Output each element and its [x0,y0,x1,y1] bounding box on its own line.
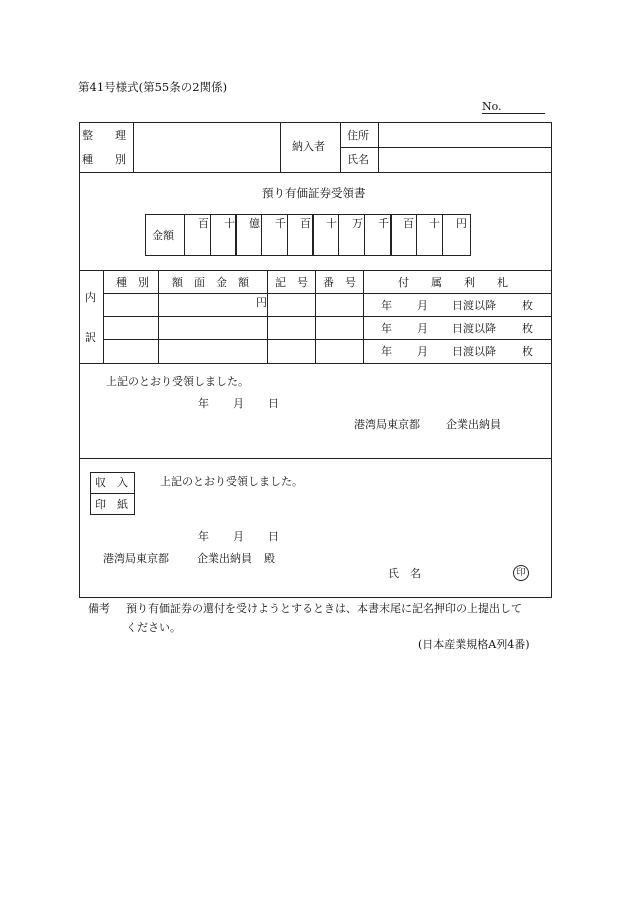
row-count-unit: 枚 [522,345,533,358]
row-label: 日渡以降 [452,299,496,312]
confirm1-org: 港湾局東京都 [354,418,420,431]
seiri-shubetsu-field[interactable] [134,123,279,171]
digit-label: 千 [378,217,389,230]
receipt-title: 預り有価証券受領書 [262,186,366,200]
header-kigou: 記 号 [275,276,308,289]
nounyusha-label: 納入者 [292,140,325,153]
confirm2-day: 日 [268,530,279,543]
yen-unit: 円 [256,296,267,309]
jusho-label: 住所 [347,129,369,142]
confirm2-officer: 企業出納員 [197,552,252,565]
confirm2-honorific: 殿 [264,552,275,565]
shimei-label: 氏名 [347,153,369,166]
stamp-line1: 収 入 [95,476,128,489]
header-bangou: 番 号 [323,276,356,289]
amount-label: 金額 [152,229,174,242]
row-year: 年 [381,345,392,358]
digit-label: 千 [275,217,286,230]
confirm1-day: 日 [268,397,279,410]
row-month: 月 [417,345,428,358]
name-field[interactable] [379,148,550,171]
digit-label: 十 [429,217,440,230]
confirm1-officer: 企業出納員 [446,418,501,431]
confirm1-year: 年 [198,397,209,410]
divider-top-section [79,172,551,173]
document-number-underline [482,113,545,114]
row-year: 年 [381,299,392,312]
confirm1-text: 上記のとおり受領しました。 [106,375,249,388]
seiri-label: 整 理 [82,129,126,142]
document-number-label: No. [482,100,502,113]
confirm2-month: 月 [233,530,244,543]
digit-label: 十 [326,217,337,230]
confirm1-month: 月 [233,397,244,410]
row-month: 月 [417,299,428,312]
divider-confirm [79,458,551,459]
digit-label: 万 [352,217,363,230]
shubetsu-label: 種 別 [82,153,126,166]
row-label: 日渡以降 [452,322,496,335]
header-shubetsu: 種 別 [116,276,149,289]
row-count-unit: 枚 [522,322,533,335]
confirm2-year: 年 [198,530,209,543]
digit-label: 百 [198,217,209,230]
confirm2-text: 上記のとおり受領しました。 [160,475,303,488]
digit-label: 百 [403,217,414,230]
stamp-line2: 印 紙 [95,498,128,511]
header-gakumen: 額 面 金 額 [172,276,249,289]
detail-side-label: 訳 [85,331,96,344]
digit-label: 億 [249,217,260,230]
divider-detail-bottom [79,363,551,364]
header-fuzoku: 付 属 利 札 [398,276,508,289]
row-count-unit: 枚 [522,299,533,312]
paper-standard: (日本産業規格A列4番) [418,638,530,651]
notes-line2: ください。 [126,621,181,634]
confirm2-org: 港湾局東京都 [103,552,169,565]
notes-label: 備考 [88,602,110,615]
digit-label: 十 [224,217,235,230]
row-year: 年 [381,322,392,335]
row-label: 日渡以降 [452,345,496,358]
signer-name-label: 氏 名 [388,567,421,580]
detail-side-label: 内 [85,291,96,304]
address-field[interactable] [379,123,550,146]
signer-name-field[interactable] [430,562,510,582]
form-number-title: 第41号様式(第55条の2関係) [78,80,228,94]
digit-label: 円 [456,217,467,230]
seal-mark: 印 [513,565,529,581]
notes-line1: 預り有価証券の還付を受けようとするときは、本書末尾に記名押印の上提出して [126,602,522,615]
row-month: 月 [417,322,428,335]
digit-label: 百 [300,217,311,230]
